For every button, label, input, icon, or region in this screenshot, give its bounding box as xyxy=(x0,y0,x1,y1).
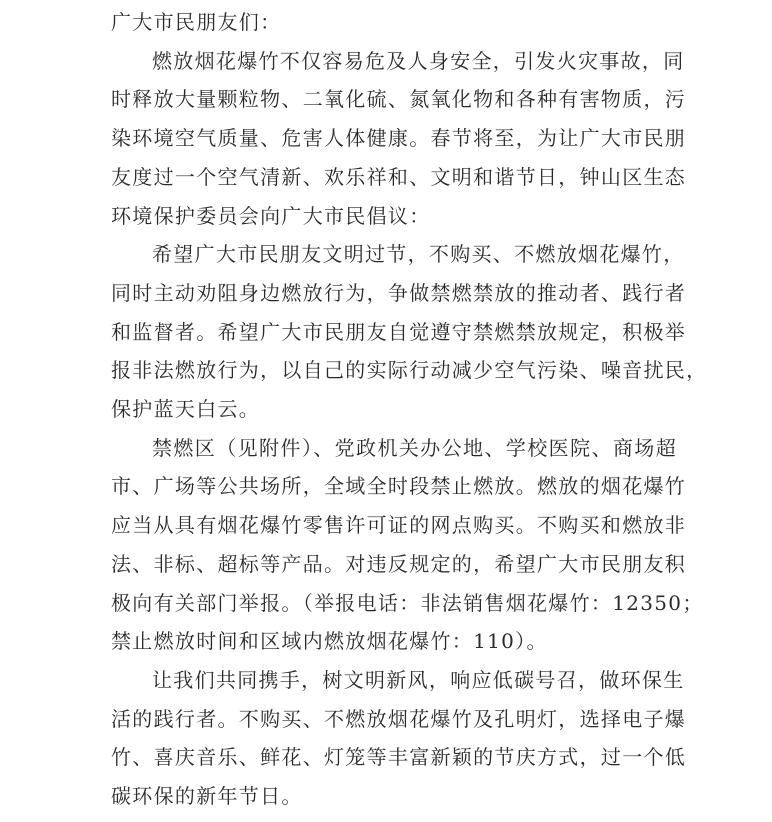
paragraph-4-line-3: 竹、喜庆音乐、鲜花、灯笼等丰富新颖的节庆方式，过一个低 xyxy=(111,745,687,769)
paragraph-1-line-4: 友度过一个空气清新、欢乐祥和、文明和谐节日，钟山区生态 xyxy=(111,165,687,189)
paragraph-2-line-1: 希望广大市民朋友文明过节，不购买、不燃放烟花爆竹， xyxy=(152,242,685,266)
paragraph-2-line-2: 同时主动劝阻身边燃放行为，争做禁燃禁放的推动者、践行者 xyxy=(111,281,687,305)
salutation: 广大市民朋友们： xyxy=(111,10,282,34)
paragraph-4-line-2: 活的践行者。不购买、不燃放烟花爆竹及孔明灯，选择电子爆 xyxy=(111,707,687,731)
paragraph-3-line-3: 应当从具有烟花爆竹零售许可证的网点购买。不购买和燃放非 xyxy=(111,513,687,537)
paragraph-2-line-3: 和监督者。希望广大市民朋友自觉遵守禁燃禁放规定，积极举 xyxy=(111,320,687,344)
paragraph-4-line-4: 碳环保的新年节日。 xyxy=(111,784,303,808)
paragraph-1-line-2: 时释放大量颗粒物、二氧化硫、氮氧化物和各种有害物质，污 xyxy=(111,87,687,111)
paragraph-1-line-1: 燃放烟花爆竹不仅容易危及人身安全，引发火灾事故，同 xyxy=(152,49,685,73)
paragraph-4-line-1: 让我们共同携手，树文明新风，响应低碳号召，做环保生 xyxy=(152,668,685,692)
paragraph-1-line-5: 环境保护委员会向广大市民倡议： xyxy=(111,204,431,228)
paragraph-3-line-1: 禁燃区（见附件）、党政机关办公地、学校医院、商场超 xyxy=(152,436,677,460)
paragraph-2-line-5: 保护蓝天白云。 xyxy=(111,397,261,421)
paragraph-3-line-2: 市、广场等公共场所，全域全时段禁止燃放。燃放的烟花爆竹 xyxy=(111,474,687,498)
paragraph-3-line-6: 禁止燃放时间和区域内燃放烟花爆竹：110）。 xyxy=(111,629,548,653)
paragraph-1-line-3: 染环境空气质量、危害人体健康。春节将至，为让广大市民朋 xyxy=(111,126,687,150)
paragraph-3-line-4: 法、非标、超标等产品。对违反规定的，希望广大市民朋友积 xyxy=(111,552,687,576)
paragraph-2-line-4: 报非法燃放行为，以自己的实际行动减少空气污染、噪音扰民， xyxy=(111,358,708,382)
paragraph-3-line-5: 极向有关部门举报。（举报电话：非法销售烟花爆竹：12350； xyxy=(111,591,704,615)
